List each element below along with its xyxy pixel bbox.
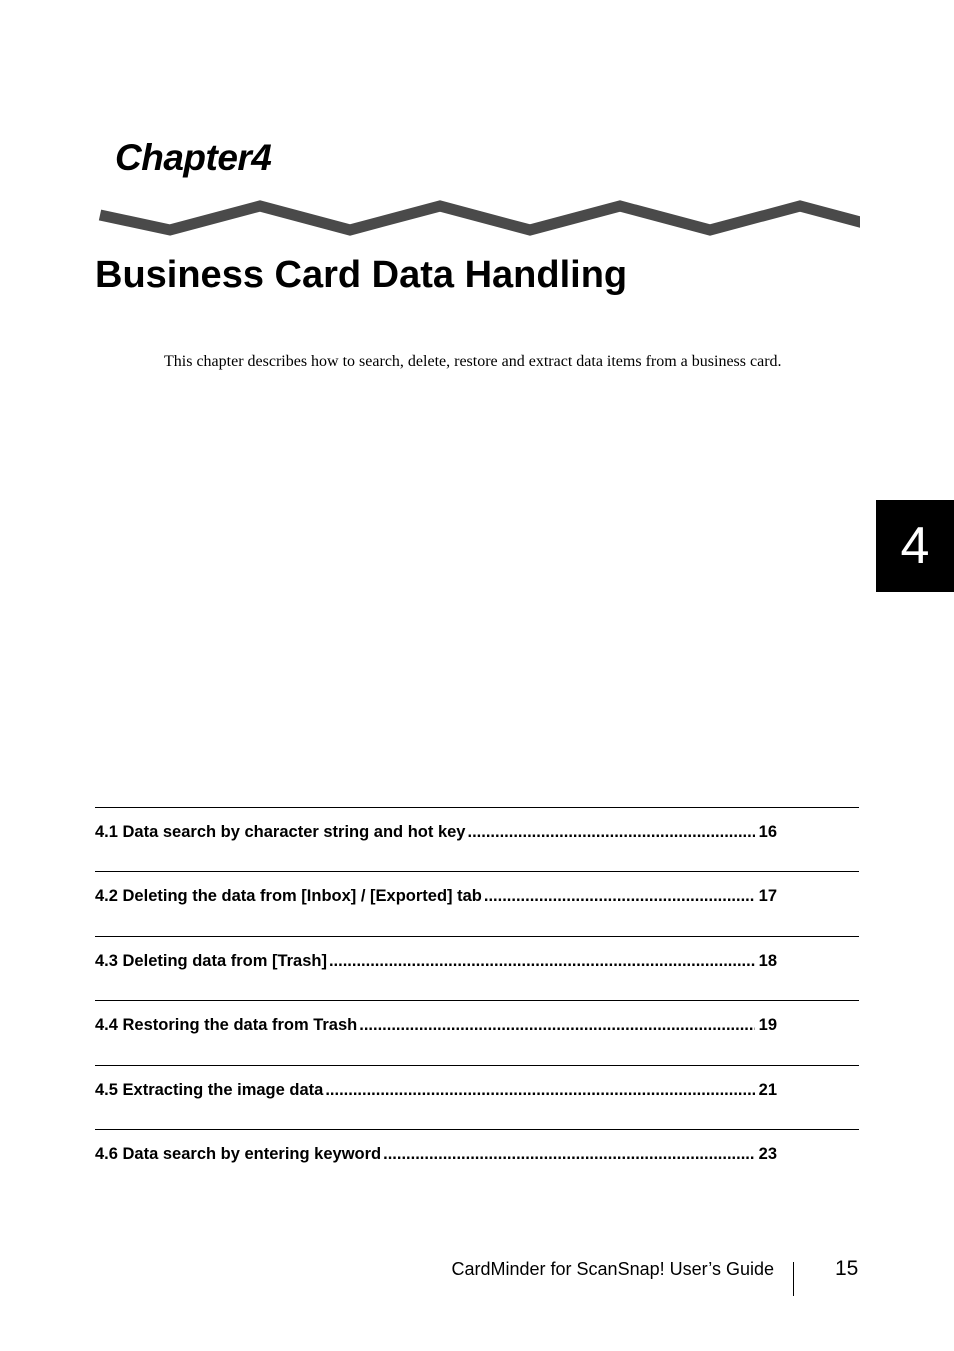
toc-item[interactable] (95, 1065, 859, 1129)
toc-item-page[interactable]: 23 (758, 1144, 777, 1163)
toc-item-page[interactable]: 19 (758, 1016, 777, 1035)
toc-leader-dots (484, 887, 755, 906)
footer-divider (793, 1262, 794, 1296)
footer-guide-title: CardMinder for ScanSnap! User’s Guide (451, 1259, 774, 1279)
toc-leader-dots (325, 1081, 754, 1100)
chapter-label: Chapter4 (115, 137, 272, 178)
toc-item-title[interactable]: 4.6 Data search by entering keyword (95, 1144, 382, 1163)
toc-leader-dots (468, 823, 755, 842)
chapter-thumb-tab (876, 500, 954, 592)
toc-item-title[interactable]: 4.5 Extracting the image data (95, 1080, 324, 1099)
toc-item-title[interactable]: 4.4 Restoring the data from Trash (95, 1016, 358, 1035)
toc-item[interactable] (95, 871, 859, 935)
zigzag-band-icon (96, 196, 860, 244)
chapter-intro: This chapter describes how to search, delete, restore and extract data items from a business card. (164, 353, 782, 370)
toc-leader-dots (329, 952, 755, 971)
toc-item-title[interactable]: 4.2 Deleting the data from [Inbox] / [Exported] tab (95, 887, 482, 906)
toc-leader-dots (359, 1016, 754, 1035)
toc-item-page[interactable]: 16 (758, 823, 777, 841)
table-of-contents (95, 807, 859, 1193)
toc-item[interactable] (95, 1129, 859, 1193)
toc-item-page[interactable]: 21 (758, 1080, 777, 1099)
footer-page-number: 15 (835, 1257, 859, 1280)
toc-item-page[interactable]: 18 (758, 951, 777, 970)
toc-item[interactable] (95, 1000, 859, 1064)
toc-item-page[interactable]: 17 (758, 887, 777, 906)
toc-item-title[interactable]: 4.1 Data search by character string and hot key (95, 823, 466, 841)
toc-item[interactable] (95, 936, 859, 1000)
chapter-title: Business Card Data Handling (95, 254, 628, 296)
toc-leader-dots (383, 1145, 755, 1164)
toc-item[interactable] (95, 807, 859, 871)
chapter-thumb-tab-number: 4 (900, 517, 930, 575)
toc-item-title[interactable]: 4.3 Deleting data from [Trash] (95, 951, 327, 970)
